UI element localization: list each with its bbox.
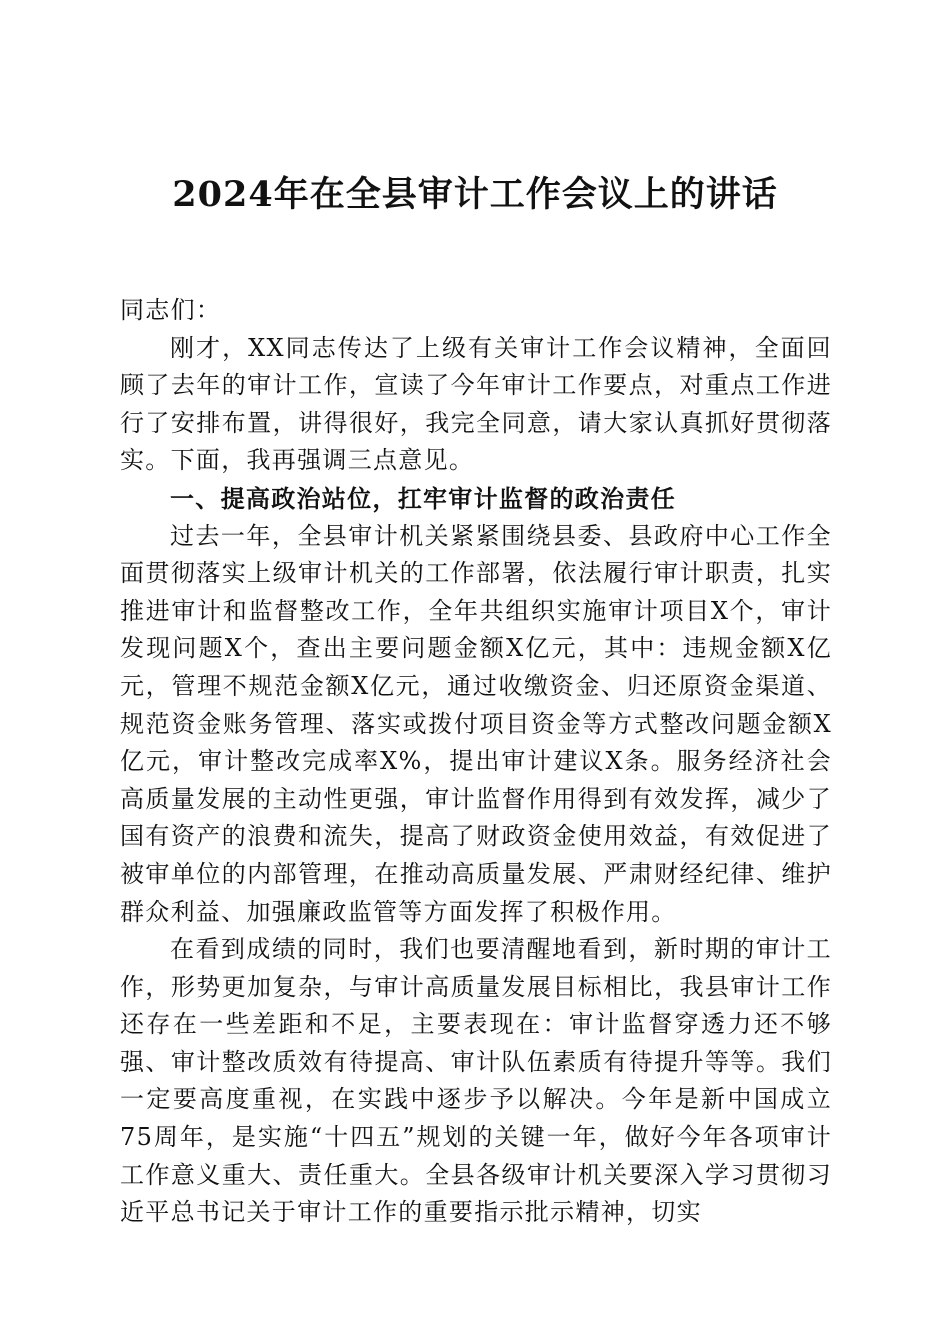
section-heading-1: 一、提高政治站位，扛牢审计监督的政治责任 — [170, 483, 676, 513]
document-body — [120, 292, 832, 1232]
section-1-paragraph-1: 过去一年，全县审计机关紧紧围绕县委、县政府中心工作全面贯彻落实上级审计机关的工作部署，依法履行审计职责，扎实推进审计和监督整改工作，全年共组织实施审计项目X个，审计发现问题X个，查出主要问题金额X亿元，其中：违规金额X亿元，管理不规范金额X亿元，通过收缴资金、归还原资金渠道、规范资金账务管理、落实或拨付项目资金等方式整改问题金额X亿元，审计整改完成率X%，提出审计建议X条。服务经济社会高质量发展的主动性更强，审计监督作用得到有效发挥，减少了国有资产的浪费和流失，提高了财政资金使用效益，有效促进了被审单位的内部管理，在推动高质量发展、严肃财经纪律、维护群众利益、加强廉政监管等方面发挥了积极作用。 — [120, 521, 832, 926]
salutation: 同志们： — [120, 296, 222, 324]
section-1-paragraph-2: 在看到成绩的同时，我们也要清醒地看到，新时期的审计工作，形势更加复杂，与审计高质量发展目标相比，我县审计工作还存在一些差距和不足，主要表现在：审计监督穿透力还不够强、审计整改质效有待提高、审计队伍素质有待提升等等。我们一定要高度重视，在实践中逐步予以解决。今年是新中国成立75周年，是实施“十四五”规划的关键一年，做好今年各项审计工作意义重大、责任重大。全县各级审计机关要深入学习贯彻习近平总书记关于审计工作的重要指示批示精神，切实 — [120, 935, 832, 1227]
document-title: 2024年在全县审计工作会议上的讲话 — [172, 174, 778, 215]
intro-paragraph: 刚才，XX同志传达了上级有关审计工作会议精神，全面回顾了去年的审计工作，宣读了今年审计工作要点，对重点工作进行了安排布置，讲得很好，我完全同意，请大家认真抓好贯彻落实。下面，我再强调三点意见。 — [120, 333, 832, 475]
